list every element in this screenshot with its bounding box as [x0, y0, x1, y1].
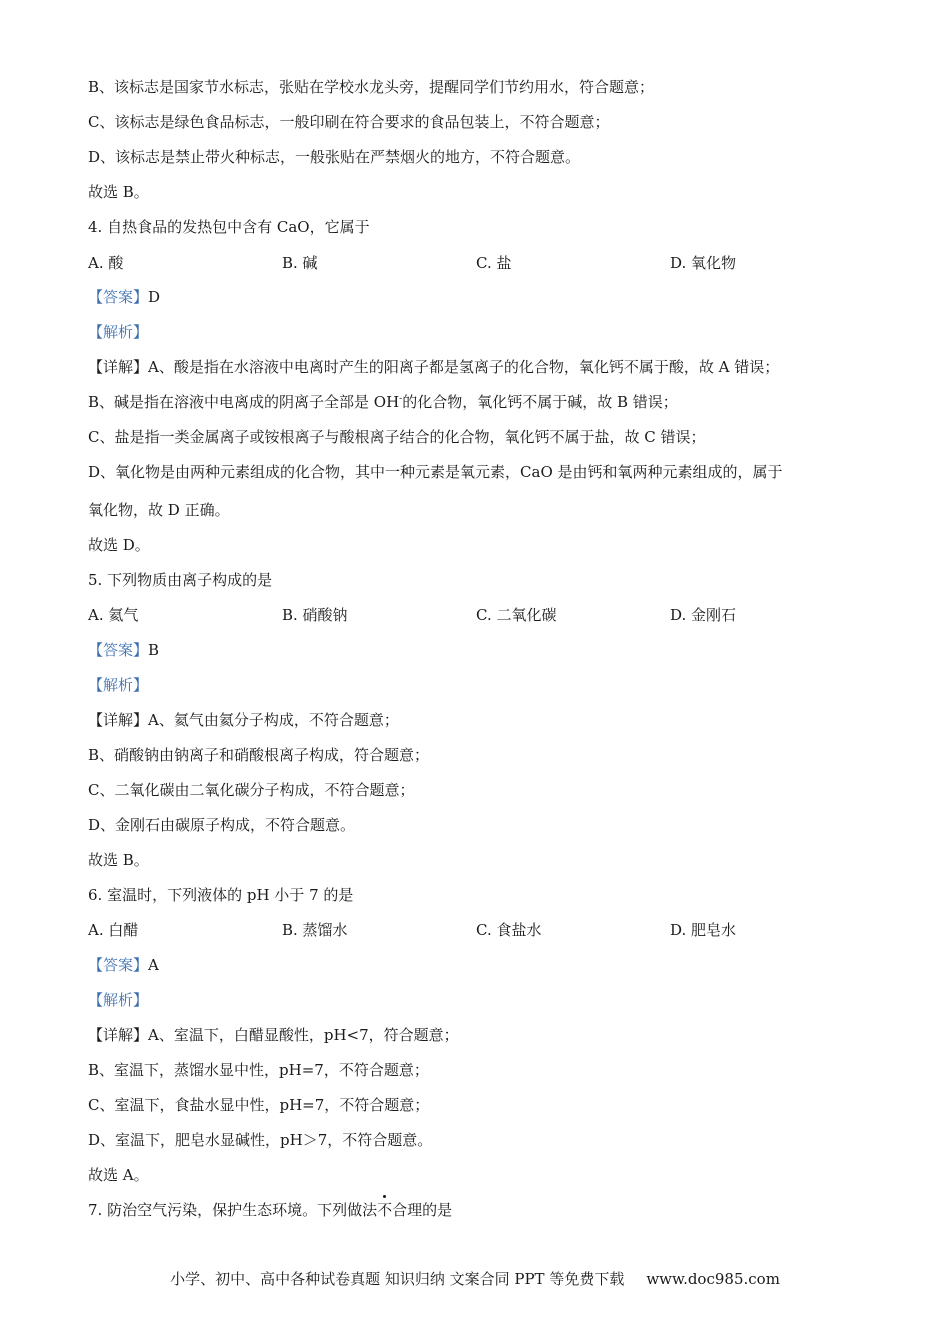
- q6-detail-a: [88, 1024, 862, 1046]
- q4-detail-d-line1: D、氧化物是由两种元素组成的化合物，其中一种元素是氧元素，CaO 是由钙和氧两种元素组成的，属于: [88, 463, 783, 481]
- answer-tag: 【答案】: [88, 956, 149, 974]
- q6-option-c: C. 食盐水: [476, 921, 542, 939]
- q5-option-c: C. 二氧化碳: [476, 606, 557, 624]
- q5-option-a: A. 氦气: [88, 606, 139, 624]
- q5-analysis-heading: [88, 674, 862, 696]
- q4-detail-d-line2: 氧化物，故 D 正确。: [88, 501, 230, 519]
- q5-option-b: B. 硝酸钠: [282, 606, 348, 624]
- q4-analysis-heading: [88, 321, 862, 343]
- superscript-minus: -: [399, 394, 403, 404]
- q4-option-d: D. 氧化物: [670, 254, 737, 272]
- footer-text: 小学、初中、高中各种试卷真题 知识归纳 文案合同 PPT 等免费下载: [170, 1270, 625, 1288]
- q5-stem: 5. 下列物质由离子构成的是: [88, 571, 273, 589]
- analysis-tag: 【解析】: [88, 323, 149, 341]
- q6-detail-b: B、室温下，蒸馏水显中性，pH=7，不符合题意；: [88, 1061, 429, 1079]
- emphasis-dot-char: 不: [377, 1201, 393, 1219]
- stem-text: 合理的是: [392, 1201, 453, 1219]
- q4-detail-b: [88, 391, 862, 413]
- stem-text: 7. 防治空气污染，保护生态环境。下列做法: [88, 1201, 378, 1219]
- q4-conclusion: 故选 D。: [88, 536, 150, 554]
- q6-conclusion: 故选 A。: [88, 1166, 149, 1184]
- footer-url[interactable]: www.doc985.com: [646, 1270, 780, 1288]
- q4-stem: 4. 自热食品的发热包中含有 CaO，它属于: [88, 218, 370, 236]
- answer-tag: 【答案】: [88, 641, 149, 659]
- detail-tag: 【详解】: [88, 711, 149, 729]
- answer-value: A: [148, 956, 159, 974]
- q6-analysis-heading: [88, 989, 862, 1011]
- q3-option-b-explanation: B、该标志是国家节水标志，张贴在学校水龙头旁，提醒同学们节约用水，符合题意；: [88, 78, 655, 96]
- detail-tag: 【详解】: [88, 1026, 149, 1044]
- q5-answer: [88, 639, 862, 661]
- q4-answer: [88, 286, 862, 308]
- answer-value: B: [148, 641, 160, 659]
- detail-text: 的化合物，氧化钙不属于碱，故 B 错误；: [402, 393, 678, 411]
- detail-text: A、室温下，白醋显酸性，pH<7，符合题意；: [148, 1026, 459, 1044]
- q4-option-c: C. 盐: [476, 254, 512, 272]
- q6-detail-c: C、室温下，食盐水显中性，pH=7，不符合题意；: [88, 1096, 430, 1114]
- answer-tag: 【答案】: [88, 288, 149, 306]
- q5-detail-c: C、二氧化碳由二氧化碳分子构成，不符合题意；: [88, 781, 415, 799]
- answer-value: D: [148, 288, 161, 306]
- q4-detail-c: C、盐是指一类金属离子或铵根离子与酸根离子结合的化合物，氧化钙不属于盐，故 C 错误；: [88, 428, 706, 446]
- q5-detail-a: [88, 709, 862, 731]
- page-footer: [0, 1268, 950, 1290]
- analysis-tag: 【解析】: [88, 676, 149, 694]
- detail-text: B、碱是指在溶液中电离成的阴离子全部是 OH: [88, 393, 400, 411]
- q5-conclusion: 故选 B。: [88, 851, 149, 869]
- q4-detail-a: [88, 356, 862, 378]
- q6-detail-d: D、室温下，肥皂水显碱性，pH＞7，不符合题意。: [88, 1131, 433, 1149]
- q6-option-d: D. 肥皂水: [670, 921, 737, 939]
- q5-detail-d: D、金刚石由碳原子构成，不符合题意。: [88, 816, 356, 834]
- q5-detail-b: B、硝酸钠由钠离子和硝酸根离子构成，符合题意；: [88, 746, 430, 764]
- detail-text: A、氦气由氦分子构成，不符合题意；: [148, 711, 399, 729]
- q3-conclusion: 故选 B。: [88, 183, 149, 201]
- q4-option-a: A. 酸: [88, 254, 124, 272]
- detail-text: A、酸是指在水溶液中电离时产生的阳离子都是氢离子的化合物，氧化钙不属于酸，故 A 错误；: [148, 358, 780, 376]
- q4-option-b: B. 碱: [282, 254, 318, 272]
- q5-option-d: D. 金刚石: [670, 606, 737, 624]
- q6-option-a: A. 白醋: [88, 921, 139, 939]
- q6-answer: [88, 954, 862, 976]
- analysis-tag: 【解析】: [88, 991, 149, 1009]
- q3-option-d-explanation: D、该标志是禁止带火种标志，一般张贴在严禁烟火的地方，不符合题意。: [88, 148, 581, 166]
- detail-tag: 【详解】: [88, 358, 149, 376]
- q7-stem: [88, 1199, 862, 1221]
- q6-stem: 6. 室温时，下列液体的 pH 小于 7 的是: [88, 886, 354, 904]
- q6-option-b: B. 蒸馏水: [282, 921, 348, 939]
- q3-option-c-explanation: C、该标志是绿色食品标志，一般印刷在符合要求的食品包装上，不符合题意；: [88, 113, 610, 131]
